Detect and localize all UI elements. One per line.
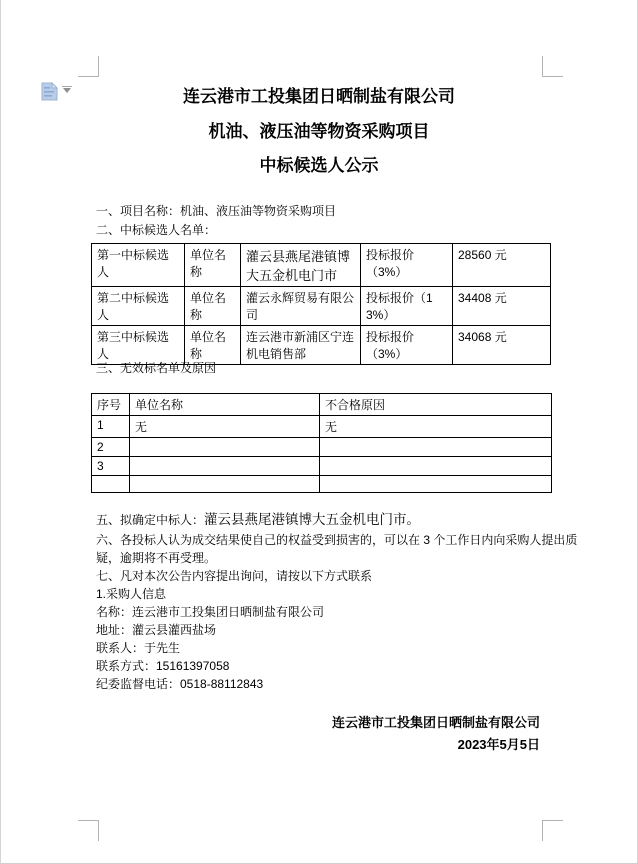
- table-row: [92, 244, 551, 287]
- document-title-company: 连云港市工投集团日晒制盐有限公司: [183, 87, 455, 106]
- table-cell-reason: [320, 476, 552, 493]
- text-boundary-mark-bottom-right: [542, 820, 563, 841]
- buyer-contact-phone: 联系方式：15161397058: [96, 659, 230, 673]
- document-title-project: 机油、液压油等物资采购项目: [208, 122, 430, 141]
- text-boundary-mark-top-right: [542, 56, 563, 77]
- section-5-winner-name: 灌云县燕尾港镇博大五金机电门市。: [204, 512, 421, 527]
- text-boundary-mark-top-left: [78, 56, 99, 77]
- table-row: [92, 416, 552, 438]
- table-cell-bid-amount: 28560 元: [453, 244, 551, 287]
- section-3-invalid-bids-heading: 三、无效标名单及原因: [96, 361, 217, 375]
- buyer-info-heading: 1.采购人信息: [96, 587, 167, 601]
- table-cell-unit-name: 灌云县燕尾港镇博大五金机电门市: [241, 244, 361, 287]
- table-row: [92, 457, 552, 476]
- table-row: [92, 287, 551, 326]
- table-cell-unit-label: 单位名称: [185, 287, 241, 326]
- section-6-objection-line1: 六、各投标人认为成交结果使自己的权益受到损害的，可以在 3 个工作日内向采购人提出质: [96, 533, 578, 547]
- table-cell-reason: [320, 438, 552, 457]
- section-1-project-name: 一、项目名称：机油、液压油等物资采购项目: [96, 204, 337, 218]
- table-cell-unit-name: [130, 457, 320, 476]
- signature-date: 2023年5月5日: [457, 737, 540, 752]
- table-cell-rank: 第三中标候选人: [92, 326, 185, 365]
- section-7-inquiry: 七、凡对本次公告内容提出询问，请按以下方式联系: [96, 569, 373, 583]
- table-cell-unit-name: [130, 438, 320, 457]
- table-cell-unit-name: 连云港市新浦区宁连机电销售部: [241, 326, 361, 365]
- buyer-contact-person: 联系人：于先生: [96, 641, 181, 655]
- section-5-label: 五、拟确定中标人：: [96, 513, 205, 527]
- supervision-phone: 纪委监督电话：0518-88112843: [96, 677, 264, 691]
- table-cell-rank: 第二中标候选人: [92, 287, 185, 326]
- table-header-reason: 不合格原因: [320, 394, 552, 416]
- table-cell-bid-amount: 34408 元: [453, 287, 551, 326]
- table-cell-bid-label: 投标报价（3%）: [361, 326, 453, 365]
- table-header-row: [92, 394, 552, 416]
- table-row: [92, 476, 552, 493]
- candidates-table: [91, 243, 551, 365]
- table-cell-unit-label: 单位名称: [185, 326, 241, 365]
- buyer-name: 名称：连云港市工投集团日晒制盐有限公司: [96, 605, 325, 619]
- table-cell-index: 1: [92, 416, 130, 438]
- table-cell-bid-label: 投标报价（13%）: [361, 287, 453, 326]
- table-cell-unit-name: 灌云永辉贸易有限公司: [241, 287, 361, 326]
- section-6-objection-line2: 疑，逾期将不再受理。: [96, 551, 217, 565]
- table-cell-unit-label: 单位名称: [185, 244, 241, 287]
- table-cell-unit-name: 无: [130, 416, 320, 438]
- table-cell-reason: [320, 457, 552, 476]
- buyer-address: 地址：灌云县灌西盐场: [96, 623, 217, 637]
- section-5-winner: [96, 512, 420, 528]
- text-boundary-mark-bottom-left: [78, 820, 99, 841]
- table-cell-rank: 第一中标候选人: [92, 244, 185, 287]
- document-title-notice: 中标候选人公示: [259, 156, 379, 175]
- table-header-unit-name: 单位名称: [130, 394, 320, 416]
- table-cell-bid-amount: 34068 元: [453, 326, 551, 365]
- signature-company: 连云港市工投集团日晒制盐有限公司: [331, 715, 540, 730]
- table-cell-index: 2: [92, 438, 130, 457]
- section-2-candidate-list-heading: 二、中标候选人名单：: [96, 223, 217, 237]
- invalid-bids-table: [91, 393, 552, 493]
- table-cell-bid-label: 投标报价（3%）: [361, 244, 453, 287]
- table-cell-index: [92, 476, 130, 493]
- table-row: [92, 438, 552, 457]
- table-cell-reason: 无: [320, 416, 552, 438]
- table-row: [92, 326, 551, 365]
- table-cell-unit-name: [130, 476, 320, 493]
- table-cell-index: 3: [92, 457, 130, 476]
- table-header-index: 序号: [92, 394, 130, 416]
